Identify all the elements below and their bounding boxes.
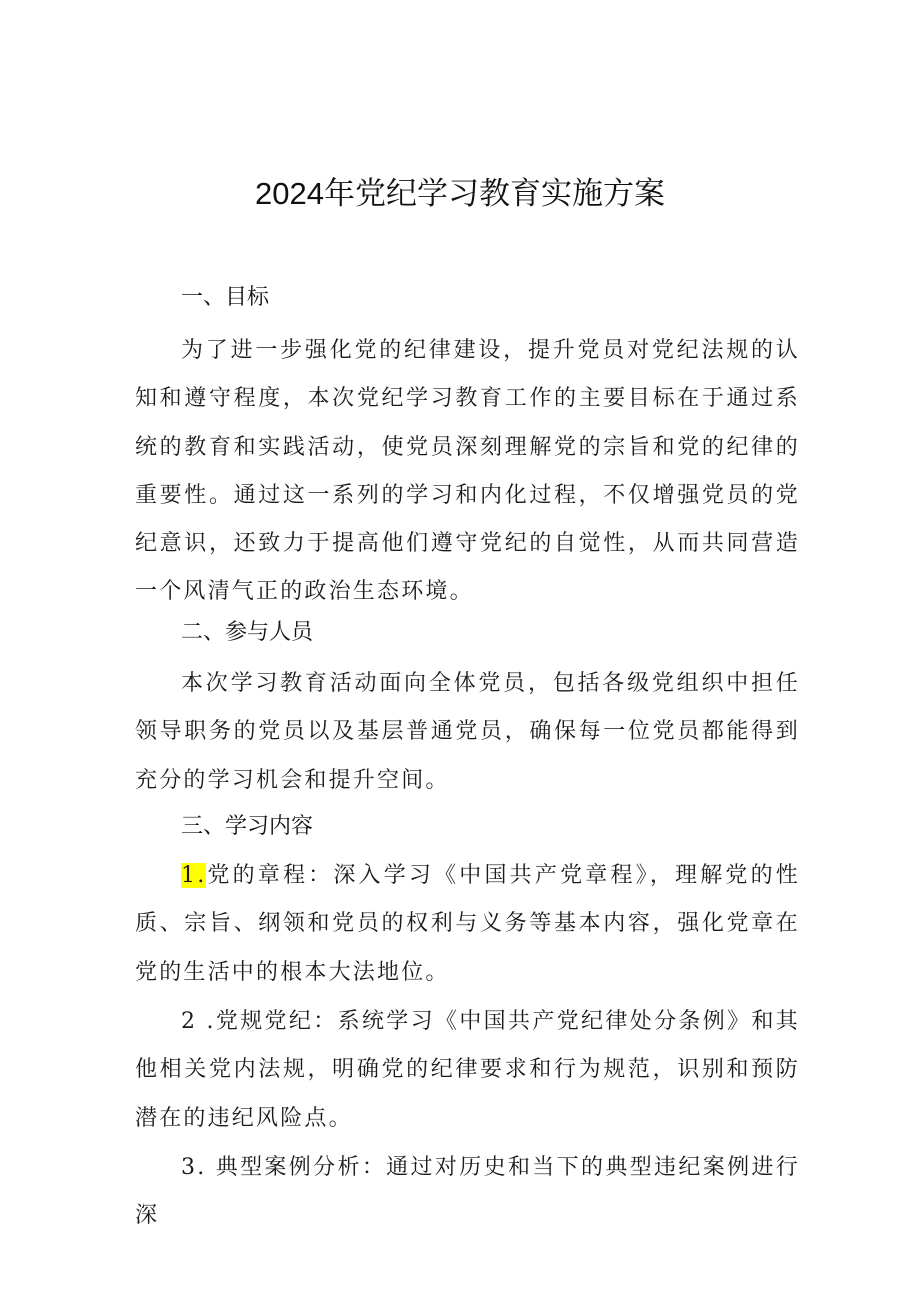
- section-heading-participants: 二、参与人员: [181, 620, 314, 645]
- list-item-party-constitution: [135, 852, 800, 997]
- section-heading-goal: 一、目标: [181, 285, 270, 310]
- list-item-party-rules: 2 .党规党纪：系统学习《中国共产党纪律处分条例》和其他相关党内法规，明确党的纪律要求和行为规范，识别和预防潜在的违纪风险点。: [135, 1009, 800, 1131]
- paragraph-participants: 本次学习教育活动面向全体党员，包括各级党组织中担任领导职务的党员以及基层普通党员，确保每一位党员都能得到充分的学习机会和提升空间。: [135, 671, 800, 793]
- document-title: 2024年党纪学习教育实施方案: [255, 176, 665, 211]
- section-heading-content: 三、学习内容: [181, 814, 314, 839]
- list-item-case-analysis: 3. 典型案例分析：通过对历史和当下的典型违纪案例进行深: [135, 1155, 800, 1229]
- highlighted-item-number: 1.: [181, 863, 207, 888]
- list-item-text: 党的章程：深入学习《中国共产党章程》，理解党的性质、宗旨、纲领和党员的权利与义务等基本内容，强化党章在党的生活中的根本大法地位。: [135, 863, 800, 985]
- paragraph-goal: 为了进一步强化党的纪律建设，提升党员对党纪法规的认知和遵守程度，本次党纪学习教育工作的主要目标在于通过系统的教育和实践活动，使党员深刻理解党的宗旨和党的纪律的重要性。通过这一系列的学习和内化过程，不仅增强党员的党纪意识，还致力于提高他们遵守党纪的自觉性，从而共同营造一个风清气正的政治生态环境。: [135, 338, 800, 605]
